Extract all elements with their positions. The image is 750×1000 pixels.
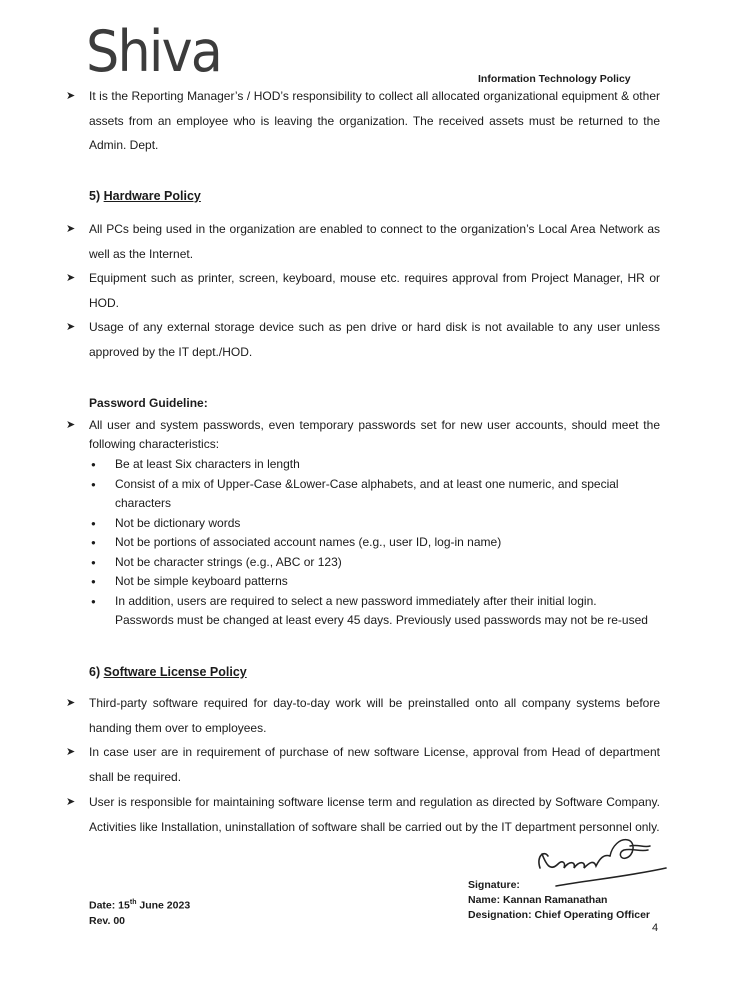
list-item: ● Consist of a mix of Upper-Case &Lower-Case alphabets, and at least one numeric, and special characters (89, 475, 649, 514)
arrow-bullet-icon: ➤ (66, 796, 76, 808)
intro-text: It is the Reporting Manager’s / HOD’s responsibility to collect all allocated organizational equipment & other assets from an employee who is leaving the organization. The received assets must be returned to the Admin. Dept. (89, 89, 660, 152)
software-bullet-text: In case user are in requirement of purchase of new software License, approval from Head of department shall be required. (89, 745, 660, 784)
arrow-bullet-icon: ➤ (66, 90, 76, 102)
arrow-bullet-icon: ➤ (66, 272, 76, 284)
password-rules-list (89, 455, 649, 631)
list-item: ● In addition, users are required to select a new password immediately after their initial login. Passwords must be changed at least every 45 days. Previously used passwords may not be re-used (89, 592, 649, 631)
arrow-bullet-icon: ➤ (66, 223, 76, 235)
page-number: 4 (652, 922, 659, 934)
software-bullet-2 (66, 740, 660, 789)
hardware-bullet-text: Equipment such as printer, screen, keyboard, mouse etc. requires approval from Project Manager, HR or HOD. (89, 271, 660, 310)
hardware-bullet-2 (66, 266, 660, 315)
revision-number: Rev. 00 (89, 914, 125, 927)
signatory-name: Name: Kannan Ramanathan (468, 894, 608, 906)
hardware-bullet-text: Usage of any external storage device such as pen drive or hard disk is not available to any user unless approved by the IT dept./HOD. (89, 320, 660, 359)
software-number: 6) (89, 665, 101, 679)
password-intro-text: All user and system passwords, even temporary passwords set for new user accounts, should meet the following characteristics: (89, 418, 660, 451)
arrow-bullet-icon: ➤ (66, 746, 76, 758)
hardware-number: 5) (89, 189, 101, 203)
arrow-bullet-icon: ➤ (66, 697, 76, 709)
password-guideline-heading: Password Guideline: (89, 396, 208, 410)
list-item: ● Not be dictionary words (89, 514, 649, 534)
signatory-designation: Designation: Chief Operating Officer (468, 909, 651, 921)
password-intro (66, 416, 660, 454)
software-bullet-text: Third-party software required for day-to-day work will be preinstalled onto all company systems before handing them over to employees. (89, 696, 660, 735)
company-logo: Shiva (86, 19, 222, 85)
hardware-policy-heading (89, 189, 201, 203)
software-bullet-1 (66, 691, 660, 740)
list-item: ● Not be simple keyboard patterns (89, 572, 649, 592)
list-item: ● Not be portions of associated account names (e.g., user ID, log-in name) (89, 533, 649, 553)
hardware-title: Hardware Policy (103, 189, 201, 203)
signature-label: Signature: (468, 879, 520, 891)
arrow-bullet-icon: ➤ (66, 419, 76, 431)
hardware-bullet-text: All PCs being used in the organization are enabled to connect to the organization’s Local Area Network as well as the Internet. (89, 222, 660, 261)
arrow-bullet-icon: ➤ (66, 321, 76, 333)
list-item: ● Be at least Six characters in length (89, 455, 649, 475)
footer-left (89, 895, 190, 929)
software-bullet-text: User is responsible for maintaining software license term and regulation as directed by Software Company. Activities like Installation, uninstallation of software shall be carried out by the IT department personnel only. (89, 795, 660, 834)
software-title: Software License Policy (103, 665, 247, 679)
list-item: ● Not be character strings (e.g., ABC or 123) (89, 553, 649, 573)
hardware-bullet-1 (66, 217, 660, 266)
software-policy-heading (89, 665, 247, 679)
document-title: Information Technology Policy (478, 73, 631, 85)
document-date: Date: 15th June 2023 (89, 899, 191, 912)
hardware-bullet-3 (66, 315, 660, 364)
signature-block (468, 878, 650, 923)
intro-paragraph (66, 84, 660, 158)
